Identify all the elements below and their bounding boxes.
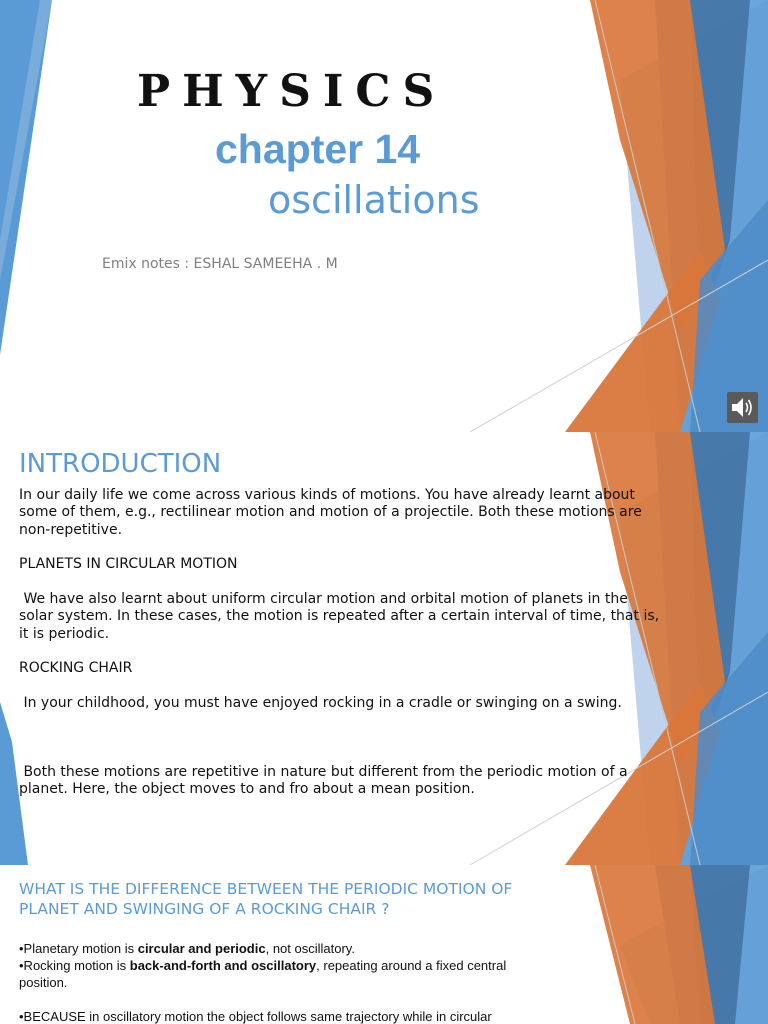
bullet-planetary-motion: •Planetary motion is circular and periodic, not oscillatory. xyxy=(19,941,355,956)
question-heading: WHAT IS THE DIFFERENCE BETWEEN THE PERIODIC MOTION OF PLANET AND SWINGING OF A ROCKING CHAIR ? xyxy=(19,880,513,918)
bullet-because: •BECAUSE in oscillatory motion the object follows same trajectory while in circular xyxy=(19,1009,492,1024)
bullet-rocking-motion: •Rocking motion is back-and-forth and oscillatory, repeating around a fixed central position. xyxy=(19,958,507,990)
introduction-slide xyxy=(0,432,768,865)
subheading-rocking-chair: ROCKING CHAIR xyxy=(19,660,133,676)
topic-title: oscillations xyxy=(268,178,480,222)
page-title: PHYSICS xyxy=(137,66,447,117)
speaker-icon[interactable] xyxy=(727,392,758,423)
author-credit: Emix notes : ESHAL SAMEEHA . M xyxy=(102,256,338,272)
subheading-planets: PLANETS IN CIRCULAR MOTION xyxy=(19,556,238,572)
paragraph-planets: We have also learnt about uniform circular motion and orbital motion of planets in the solar system. In these cases, the motion is repeated after a certain interval of time, that is, it is periodic. xyxy=(19,591,664,642)
paragraph-intro: In our daily life we come across various kinds of motions. You have already learnt about some of them, e.g., rectilinear motion and motion of a projectile. Both these motions are non-repetitive. xyxy=(19,487,647,538)
section-heading: INTRODUCTION xyxy=(19,449,222,479)
difference-slide xyxy=(0,865,768,1024)
chapter-subtitle: chapter 14 xyxy=(215,126,421,172)
paragraph-rocking: In your childhood, you must have enjoyed rocking in a cradle or swinging on a swing. xyxy=(19,695,622,711)
paragraph-comparison: Both these motions are repetitive in nature but different from the periodic motion of a planet. Here, the object moves to and fro about a mean position. xyxy=(19,764,632,798)
title-slide xyxy=(0,0,768,432)
